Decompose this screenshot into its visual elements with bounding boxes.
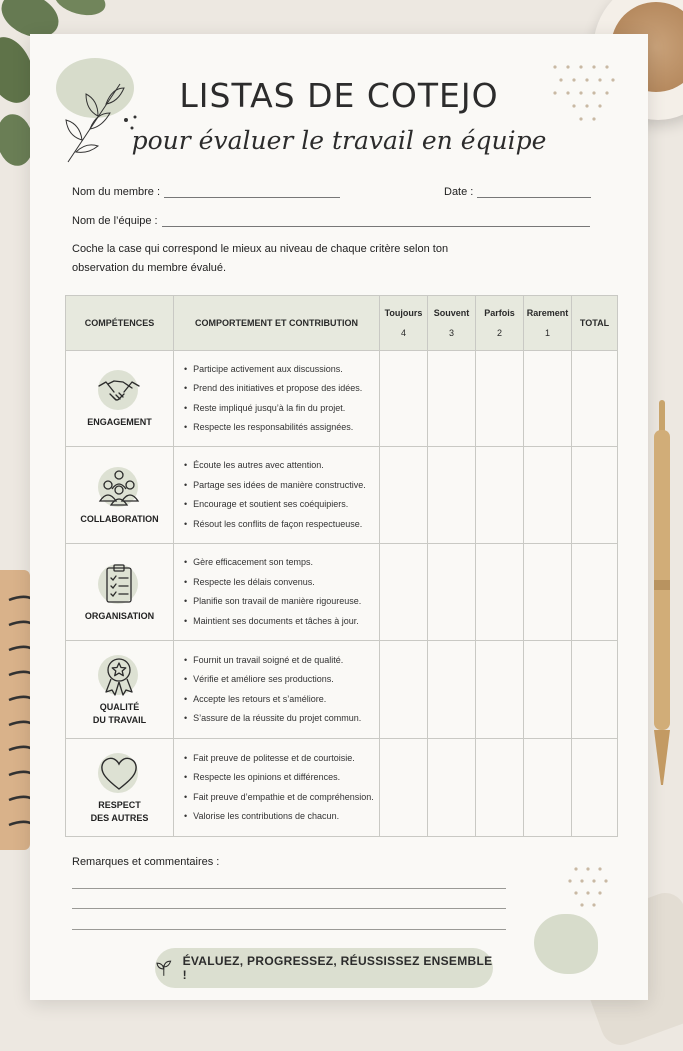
competence-label: RESPECT DES AUTRES xyxy=(90,799,149,823)
behavior-list xyxy=(174,739,380,837)
list-item: • Planifie son travail de manière rigoureuse. xyxy=(184,592,373,612)
list-item: • S’assure de la réussite du projet commun. xyxy=(184,709,373,729)
total-cell[interactable] xyxy=(572,739,618,837)
table-row-collaboration xyxy=(66,447,618,544)
list-item: • Respecte les responsabilités assignées. xyxy=(184,418,373,438)
member-name-label: Nom du membre : xyxy=(72,186,161,198)
page-title: LISTAS DE COTEJO xyxy=(179,76,499,115)
list-item: • Gère efficacement son temps. xyxy=(184,553,373,573)
score-cell-parfois[interactable] xyxy=(476,447,524,544)
score-cell-parfois[interactable] xyxy=(476,739,524,837)
footer-text: ÉVALUEZ, PROGRESSEZ, RÉUSSISSEZ ENSEMBLE ! xyxy=(182,954,493,982)
score-cell-toujours[interactable] xyxy=(380,739,428,837)
score-cell-souvent[interactable] xyxy=(428,544,476,641)
competence-label: ENGAGEMENT xyxy=(87,417,152,427)
handshake-icon xyxy=(96,368,142,414)
competence-organisation xyxy=(66,544,174,641)
score-cell-souvent[interactable] xyxy=(428,447,476,544)
score-cell-rarement[interactable] xyxy=(524,641,572,739)
list-item: • Fournit un travail soigné et de qualité. xyxy=(184,651,373,671)
list-item: • Partage ses idées de manière constructive. xyxy=(184,476,373,496)
score-cell-toujours[interactable] xyxy=(380,544,428,641)
team-name-label: Nom de l’équipe : xyxy=(72,215,158,227)
award-ribbon-icon xyxy=(96,653,142,699)
behavior-list xyxy=(174,544,380,641)
list-item: • Accepte les retours et s’améliore. xyxy=(184,690,373,710)
score-cell-toujours[interactable] xyxy=(380,447,428,544)
footer-banner xyxy=(155,948,493,988)
list-item: • Reste impliqué jusqu’à la fin du projet. xyxy=(184,399,373,419)
competence-engagement xyxy=(66,351,174,447)
competence-respect xyxy=(66,739,174,837)
behavior-list xyxy=(174,641,380,739)
clipboard-checklist-icon xyxy=(96,562,142,608)
score-cell-souvent[interactable] xyxy=(428,351,476,447)
score-cell-parfois[interactable] xyxy=(476,641,524,739)
list-item: • Écoute les autres avec attention. xyxy=(184,456,373,476)
pen-decoration xyxy=(650,400,674,790)
list-item: • Prend des initiatives et propose des idées. xyxy=(184,379,373,399)
competence-qualite xyxy=(66,641,174,739)
remarks-label: Remarques et commentaires : xyxy=(72,856,220,868)
list-item: • Respecte les opinions et différences. xyxy=(184,768,373,788)
behavior-list xyxy=(174,351,380,447)
table-row-qualite xyxy=(66,641,618,739)
date-line[interactable] xyxy=(477,187,591,198)
team-name-field xyxy=(72,215,590,227)
competence-label: ORGANISATION xyxy=(84,610,155,621)
score-cell-parfois[interactable] xyxy=(476,544,524,641)
remarks-line-2[interactable] xyxy=(72,908,506,909)
header-souvent: Souvent 3 xyxy=(428,296,476,351)
list-item: • Respecte les délais convenus. xyxy=(184,573,373,593)
checklist-sheet xyxy=(30,34,648,1000)
score-cell-souvent[interactable] xyxy=(428,739,476,837)
list-item: • Résout les conflits de façon respectueuse. xyxy=(184,515,373,535)
list-item: • Valorise les contributions de chacun. xyxy=(184,807,373,827)
score-cell-rarement[interactable] xyxy=(524,739,572,837)
member-name-field xyxy=(72,186,340,198)
list-item: • Maintient ses documents et tâches à jour. xyxy=(184,612,373,632)
header-rarement: Rarement 1 xyxy=(524,296,572,351)
remarks-line-1[interactable] xyxy=(72,888,506,889)
score-cell-rarement[interactable] xyxy=(524,351,572,447)
table-row-respect xyxy=(66,739,618,837)
sage-blob-decoration xyxy=(534,914,598,974)
score-cell-souvent[interactable] xyxy=(428,641,476,739)
total-cell[interactable] xyxy=(572,544,618,641)
table-row-engagement xyxy=(66,351,618,447)
instructions-text: Coche la case qui correspond le mieux au niveau de chaque critère selon ton observation du membre évalué. xyxy=(72,243,449,274)
member-name-line[interactable] xyxy=(164,187,340,198)
list-item: • Participe activement aux discussions. xyxy=(184,360,373,380)
list-item: • Encourage et soutient ses coéquipiers. xyxy=(184,495,373,515)
behavior-list xyxy=(174,447,380,544)
competence-label: QUALITÉ DU TRAVAIL xyxy=(92,701,147,725)
competence-label: COLLABORATION xyxy=(80,513,159,524)
header-toujours: Toujours 4 xyxy=(380,296,428,351)
score-cell-toujours[interactable] xyxy=(380,351,428,447)
score-cell-rarement[interactable] xyxy=(524,544,572,641)
list-item: • Fait preuve d’empathie et de compréhension. xyxy=(184,788,373,808)
sprout-icon xyxy=(155,959,173,977)
score-cell-rarement[interactable] xyxy=(524,447,572,544)
competence-collaboration xyxy=(66,447,174,544)
header-behavior: COMPORTEMENT ET CONTRIBUTION xyxy=(174,296,380,351)
date-field xyxy=(444,186,591,198)
people-group-icon xyxy=(96,465,142,511)
total-cell[interactable] xyxy=(572,447,618,544)
score-cell-toujours[interactable] xyxy=(380,641,428,739)
evaluation-table xyxy=(65,295,618,837)
total-cell[interactable] xyxy=(572,351,618,447)
score-cell-parfois[interactable] xyxy=(476,351,524,447)
list-item: • Vérifie et améliore ses productions. xyxy=(184,670,373,690)
header-competences: COMPÉTENCES xyxy=(66,296,174,351)
heart-icon xyxy=(96,751,142,797)
remarks-line-3[interactable] xyxy=(72,929,506,930)
list-item: • Fait preuve de politesse et de courtoisie. xyxy=(184,749,373,769)
total-cell[interactable] xyxy=(572,641,618,739)
header-total: TOTAL xyxy=(572,296,618,351)
table-row-organisation xyxy=(66,544,618,641)
team-name-line[interactable] xyxy=(162,216,590,227)
header-parfois: Parfois 2 xyxy=(476,296,524,351)
date-label: Date : xyxy=(444,186,474,198)
table-header-row xyxy=(66,296,618,351)
page-subtitle: pour évaluer le travail en équipe xyxy=(131,126,547,155)
